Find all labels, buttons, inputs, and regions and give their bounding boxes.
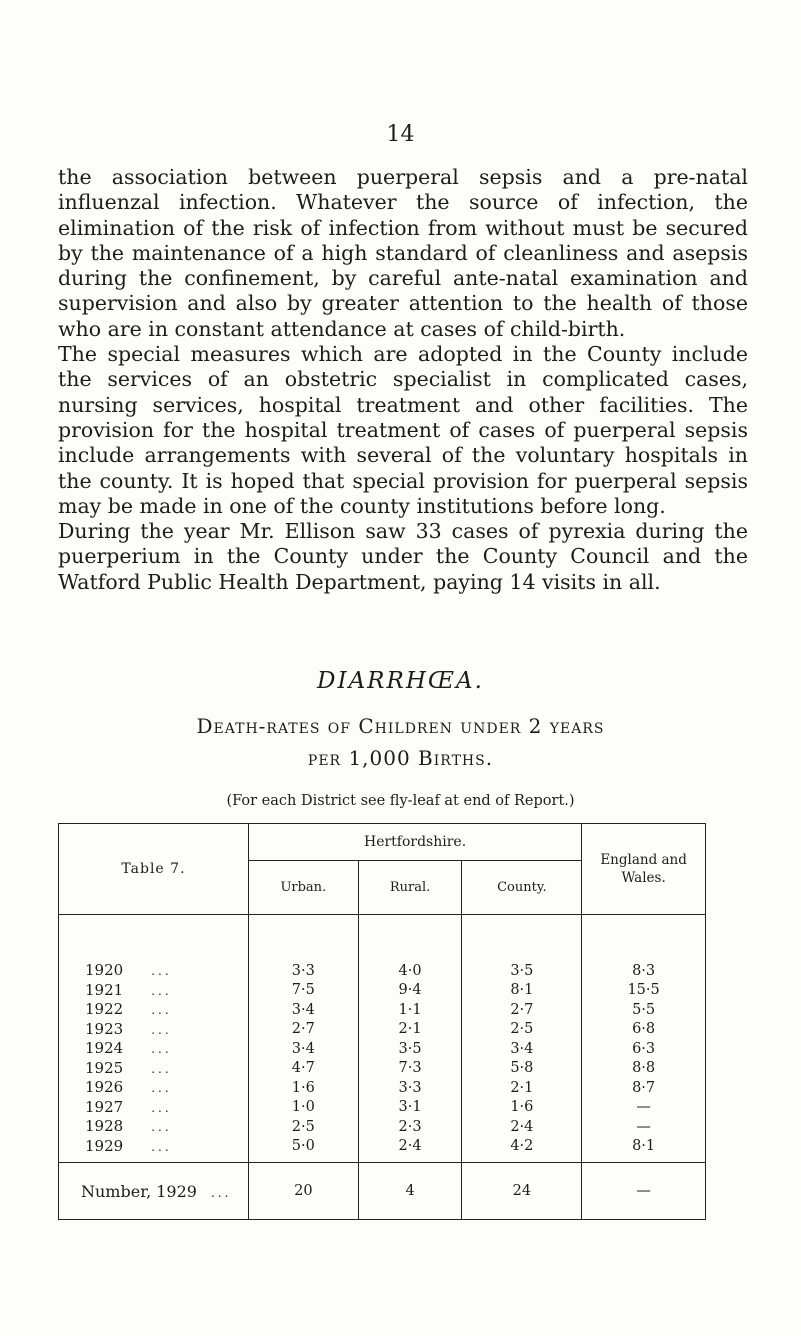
urban-value: 2·5 <box>248 1117 358 1137</box>
number-row-label: Number, 1929 ... <box>59 1163 249 1220</box>
table-row <box>59 1078 706 1098</box>
england-wales-value: 8·8 <box>582 1059 706 1079</box>
rural-header: Rural. <box>358 861 462 915</box>
table-label: Table 7. <box>59 824 249 915</box>
number-county: 24 <box>462 1163 582 1220</box>
county-value: 1·6 <box>462 1098 582 1118</box>
county-value: 4·2 <box>462 1137 582 1163</box>
number-england-wales: — <box>582 1163 706 1220</box>
body-text <box>58 165 748 595</box>
paragraph-2: The special measures which are adopted in the County include the services of an obstetric specialist in complicated cases, nursing services, hospital treatment and other facilities. The provision for the hospital treatment of cases of puerperal sepsis include arrangements with several of the voluntary hospitals in the county. It is hoped that special provision for puerperal sepsis may be made in one of the county institutions before long. <box>58 342 748 518</box>
england-wales-header: England and Wales. <box>582 824 706 915</box>
urban-value: 1·6 <box>248 1078 358 1098</box>
table-row <box>59 1098 706 1118</box>
paragraph-1: the association between puerperal sepsis and a pre-natal influenzal infection. Whatever the source of infection, the elimination of the risk of infection from without must be secured by the maintenance of a high standard of cleanliness and asepsis during the confinement, by careful ante-natal examination and supervision and also by greater attention to the health of those who are in constant attendance at cases of child-birth. <box>58 165 748 341</box>
table-note: (For each District see fly-leaf at end of Report.) <box>226 793 575 809</box>
county-value: 2·5 <box>462 1020 582 1040</box>
table-row <box>59 1020 706 1040</box>
urban-value: 7·5 <box>248 981 358 1001</box>
section-title: DIARRHŒA. <box>317 668 484 694</box>
table-row <box>59 961 706 981</box>
urban-value: 5·0 <box>248 1137 358 1163</box>
year-cell: 1921 ... <box>59 981 249 1001</box>
number-row <box>59 1163 706 1220</box>
england-wales-value: 15·5 <box>582 981 706 1001</box>
rural-value: 3·1 <box>358 1098 462 1118</box>
county-value: 2·7 <box>462 1000 582 1020</box>
county-value: 2·1 <box>462 1078 582 1098</box>
hertfordshire-header: Hertfordshire. <box>248 824 581 861</box>
year-cell: 1923 ... <box>59 1020 249 1040</box>
county-value: 3·5 <box>462 961 582 981</box>
rural-value: 3·5 <box>358 1039 462 1059</box>
urban-value: 3·4 <box>248 1000 358 1020</box>
rural-value: 2·1 <box>358 1020 462 1040</box>
year-cell: 1927 ... <box>59 1098 249 1118</box>
urban-value: 4·7 <box>248 1059 358 1079</box>
table-row <box>59 1137 706 1163</box>
urban-value: 1·0 <box>248 1098 358 1118</box>
england-wales-value: — <box>582 1117 706 1137</box>
page-number: 14 <box>386 122 415 147</box>
number-urban: 20 <box>248 1163 358 1220</box>
urban-value: 3·3 <box>248 961 358 981</box>
rural-value: 1·1 <box>358 1000 462 1020</box>
rural-value: 3·3 <box>358 1078 462 1098</box>
urban-value: 2·7 <box>248 1020 358 1040</box>
england-wales-value: 6·8 <box>582 1020 706 1040</box>
table-title-line-1: Death-rates of Children under 2 years <box>196 714 605 738</box>
year-cell: 1920 ... <box>59 961 249 981</box>
county-value: 5·8 <box>462 1059 582 1079</box>
england-wales-value: 8·3 <box>582 961 706 981</box>
table-row <box>59 1117 706 1137</box>
rural-value: 7·3 <box>358 1059 462 1079</box>
england-wales-value: 5·5 <box>582 1000 706 1020</box>
table-body <box>59 961 706 1163</box>
year-cell: 1929 ... <box>59 1137 249 1163</box>
year-cell: 1924 ... <box>59 1039 249 1059</box>
rural-value: 2·3 <box>358 1117 462 1137</box>
table-row <box>59 981 706 1001</box>
year-cell: 1926 ... <box>59 1078 249 1098</box>
table-title <box>0 710 801 774</box>
year-cell: 1928 ... <box>59 1117 249 1137</box>
county-value: 2·4 <box>462 1117 582 1137</box>
england-wales-value: — <box>582 1098 706 1118</box>
paragraph-3: During the year Mr. Ellison saw 33 cases of pyrexia during the puerperium in the County under the County Council and the Watford Public Health Department, paying 14 visits in all. <box>58 519 748 594</box>
rural-value: 2·4 <box>358 1137 462 1163</box>
england-wales-value: 8·7 <box>582 1078 706 1098</box>
county-header: County. <box>462 861 582 915</box>
county-value: 8·1 <box>462 981 582 1001</box>
rural-value: 9·4 <box>358 981 462 1001</box>
year-cell: 1922 ... <box>59 1000 249 1020</box>
england-wales-value: 6·3 <box>582 1039 706 1059</box>
year-cell: 1925 ... <box>59 1059 249 1079</box>
urban-header: Urban. <box>248 861 358 915</box>
number-rural: 4 <box>358 1163 462 1220</box>
urban-value: 3·4 <box>248 1039 358 1059</box>
death-rates-table <box>58 823 706 1220</box>
header-row-1 <box>59 824 706 861</box>
table-row <box>59 1059 706 1079</box>
county-value: 3·4 <box>462 1039 582 1059</box>
rural-value: 4·0 <box>358 961 462 981</box>
table-title-line-2: per 1,000 Births. <box>307 746 494 770</box>
table-row <box>59 1039 706 1059</box>
england-wales-value: 8·1 <box>582 1137 706 1163</box>
spacer-row <box>59 915 706 962</box>
table-row <box>59 1000 706 1020</box>
